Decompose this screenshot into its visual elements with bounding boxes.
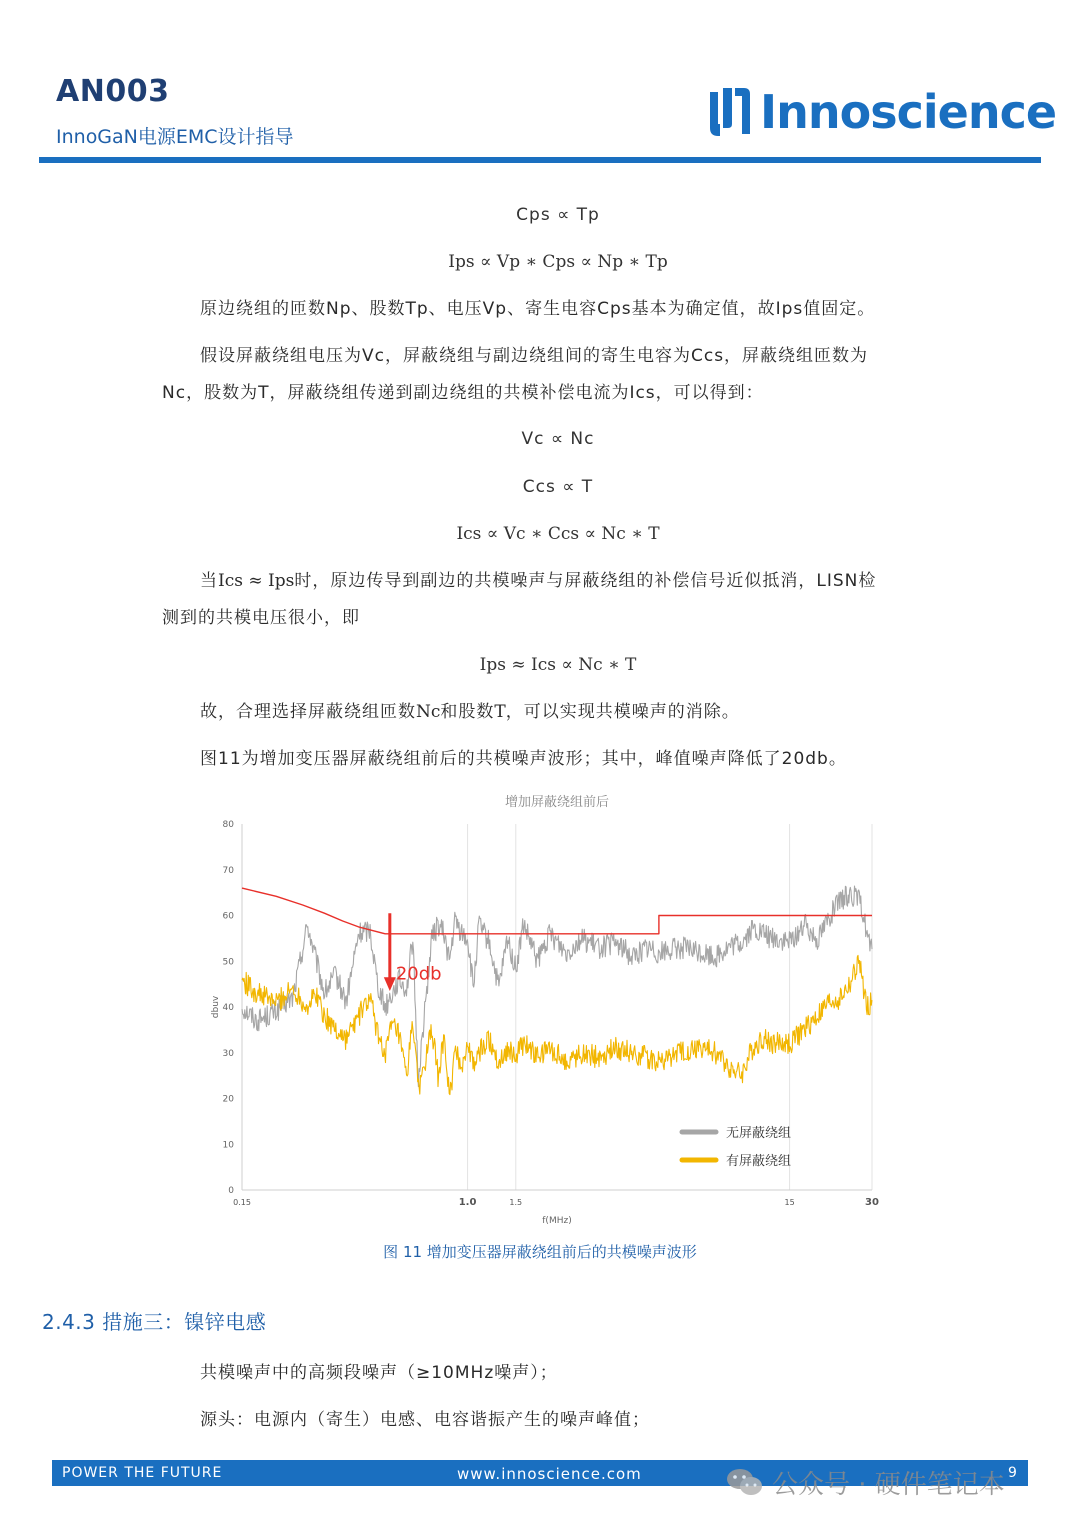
footer-website[interactable]: www.innoscience.com [457, 1465, 642, 1483]
document-title: InnoGaN电源EMC设计指导 [56, 126, 294, 148]
company-logo [706, 84, 1056, 140]
legend-label: 无屏蔽绕组 [726, 1126, 792, 1141]
paragraph-shield-assumption-line2: Nc，股数为T，屏蔽绕组传递到副边绕组的共模补偿电流为Ics，可以得到： [162, 383, 764, 403]
figure-caption: 图 11 增加变压器屏蔽绕组前后的共模噪声波形 [383, 1243, 697, 1261]
y-tick-label: 10 [222, 1140, 234, 1151]
y-tick-label: 60 [222, 911, 234, 922]
chart-svg [190, 784, 890, 1229]
x-axis-label: f(MHz) [542, 1216, 572, 1226]
footer-slogan: POWER THE FUTURE [62, 1465, 223, 1481]
x-tick-label: 1.0 [458, 1197, 477, 1208]
equation-ips: Ips ∝ Vp ∗ Cps ∝ Np ∗ Tp [448, 252, 668, 272]
paragraph-text: ，可以实现共模噪声的消除。 [505, 702, 740, 722]
x-tick-label: 1.5 [509, 1198, 523, 1207]
header-divider [39, 157, 1041, 163]
page-number: 9 [1008, 1465, 1017, 1481]
paragraph-text: 故，合理选择屏蔽绕组匝数 [200, 702, 416, 722]
paragraph-figure-intro: 图11为增加变压器屏蔽绕组前后的共模噪声波形；其中，峰值噪声降低了20db。 [200, 749, 847, 769]
x-tick-label: 15 [784, 1198, 795, 1207]
watermark-text: 公众号 · 硬件笔记本 [772, 1469, 1005, 1500]
paragraph-noise-source: 源头：电源内（寄生）电感、电容谐振产生的噪声峰值； [200, 1410, 650, 1430]
paragraph-conclusion [200, 694, 740, 730]
paragraph-cancellation-line2: 测到的共模电压很小，即 [162, 608, 360, 628]
paragraph-text: 时，原边传导到副边的共模噪声与屏蔽绕组的补偿信号近似抵消，LISN检 [294, 571, 877, 591]
paragraph-high-frequency-noise: 共模噪声中的高频段噪声（≥10MHz噪声）； [200, 1363, 558, 1383]
paragraph-primary-winding: 原边绕组的匝数Np、股数Tp、电压Vp、寄生电容Cps基本为确定值，故Ips值固定。 [200, 299, 876, 319]
y-tick-label: 20 [222, 1094, 234, 1105]
noise-waveform-chart [190, 784, 890, 1229]
inline-formula: Ics ≈ Ips [218, 571, 295, 591]
y-tick-label: 50 [222, 957, 234, 968]
equation-cps: Cps ∝ Tp [516, 205, 600, 225]
logo-mark-icon [706, 84, 754, 140]
paragraph-shield-assumption-line1: 假设屏蔽绕组电压为Vc，屏蔽绕组与副边绕组间的寄生电容为Ccs，屏蔽绕组匝数为 [200, 346, 869, 366]
x-tick-label: 30 [865, 1197, 879, 1208]
wechat-icon [726, 1467, 764, 1497]
chart-title: 增加屏蔽绕组前后 [504, 795, 610, 810]
equation-ips-approx: Ips ≈ Ics ∝ Nc ∗ T [479, 655, 637, 675]
series-line-3 [242, 888, 872, 934]
y-tick-label: 0 [228, 1186, 234, 1196]
y-tick-label: 70 [222, 865, 234, 876]
legend-label: 有屏蔽绕组 [726, 1154, 792, 1169]
logo-wordmark: Innoscience [760, 85, 1057, 139]
document-code: AN003 [56, 74, 170, 109]
paragraph-text: 当 [200, 571, 218, 591]
y-tick-label: 30 [222, 1048, 234, 1059]
annotation-label: 20db [395, 963, 442, 985]
equation-ics: Ics ∝ Vc ∗ Ccs ∝ Nc ∗ T [456, 524, 660, 544]
inline-formula: Nc [416, 702, 441, 722]
x-tick-label: 0.15 [233, 1198, 251, 1207]
y-tick-label: 40 [222, 1003, 234, 1013]
paragraph-text: 和股数 [440, 702, 495, 722]
section-heading: 2.4.3 措施三：镍锌电感 [42, 1310, 267, 1334]
equation-vc: Vc ∝ Nc [521, 429, 595, 449]
paragraph-cancellation-line1 [200, 563, 876, 599]
y-tick-label: 80 [222, 820, 234, 830]
y-axis-label: dbuv [211, 995, 221, 1019]
inline-formula: T [494, 702, 506, 722]
equation-ccs: Ccs ∝ T [522, 477, 594, 497]
wechat-watermark [726, 1462, 1005, 1502]
